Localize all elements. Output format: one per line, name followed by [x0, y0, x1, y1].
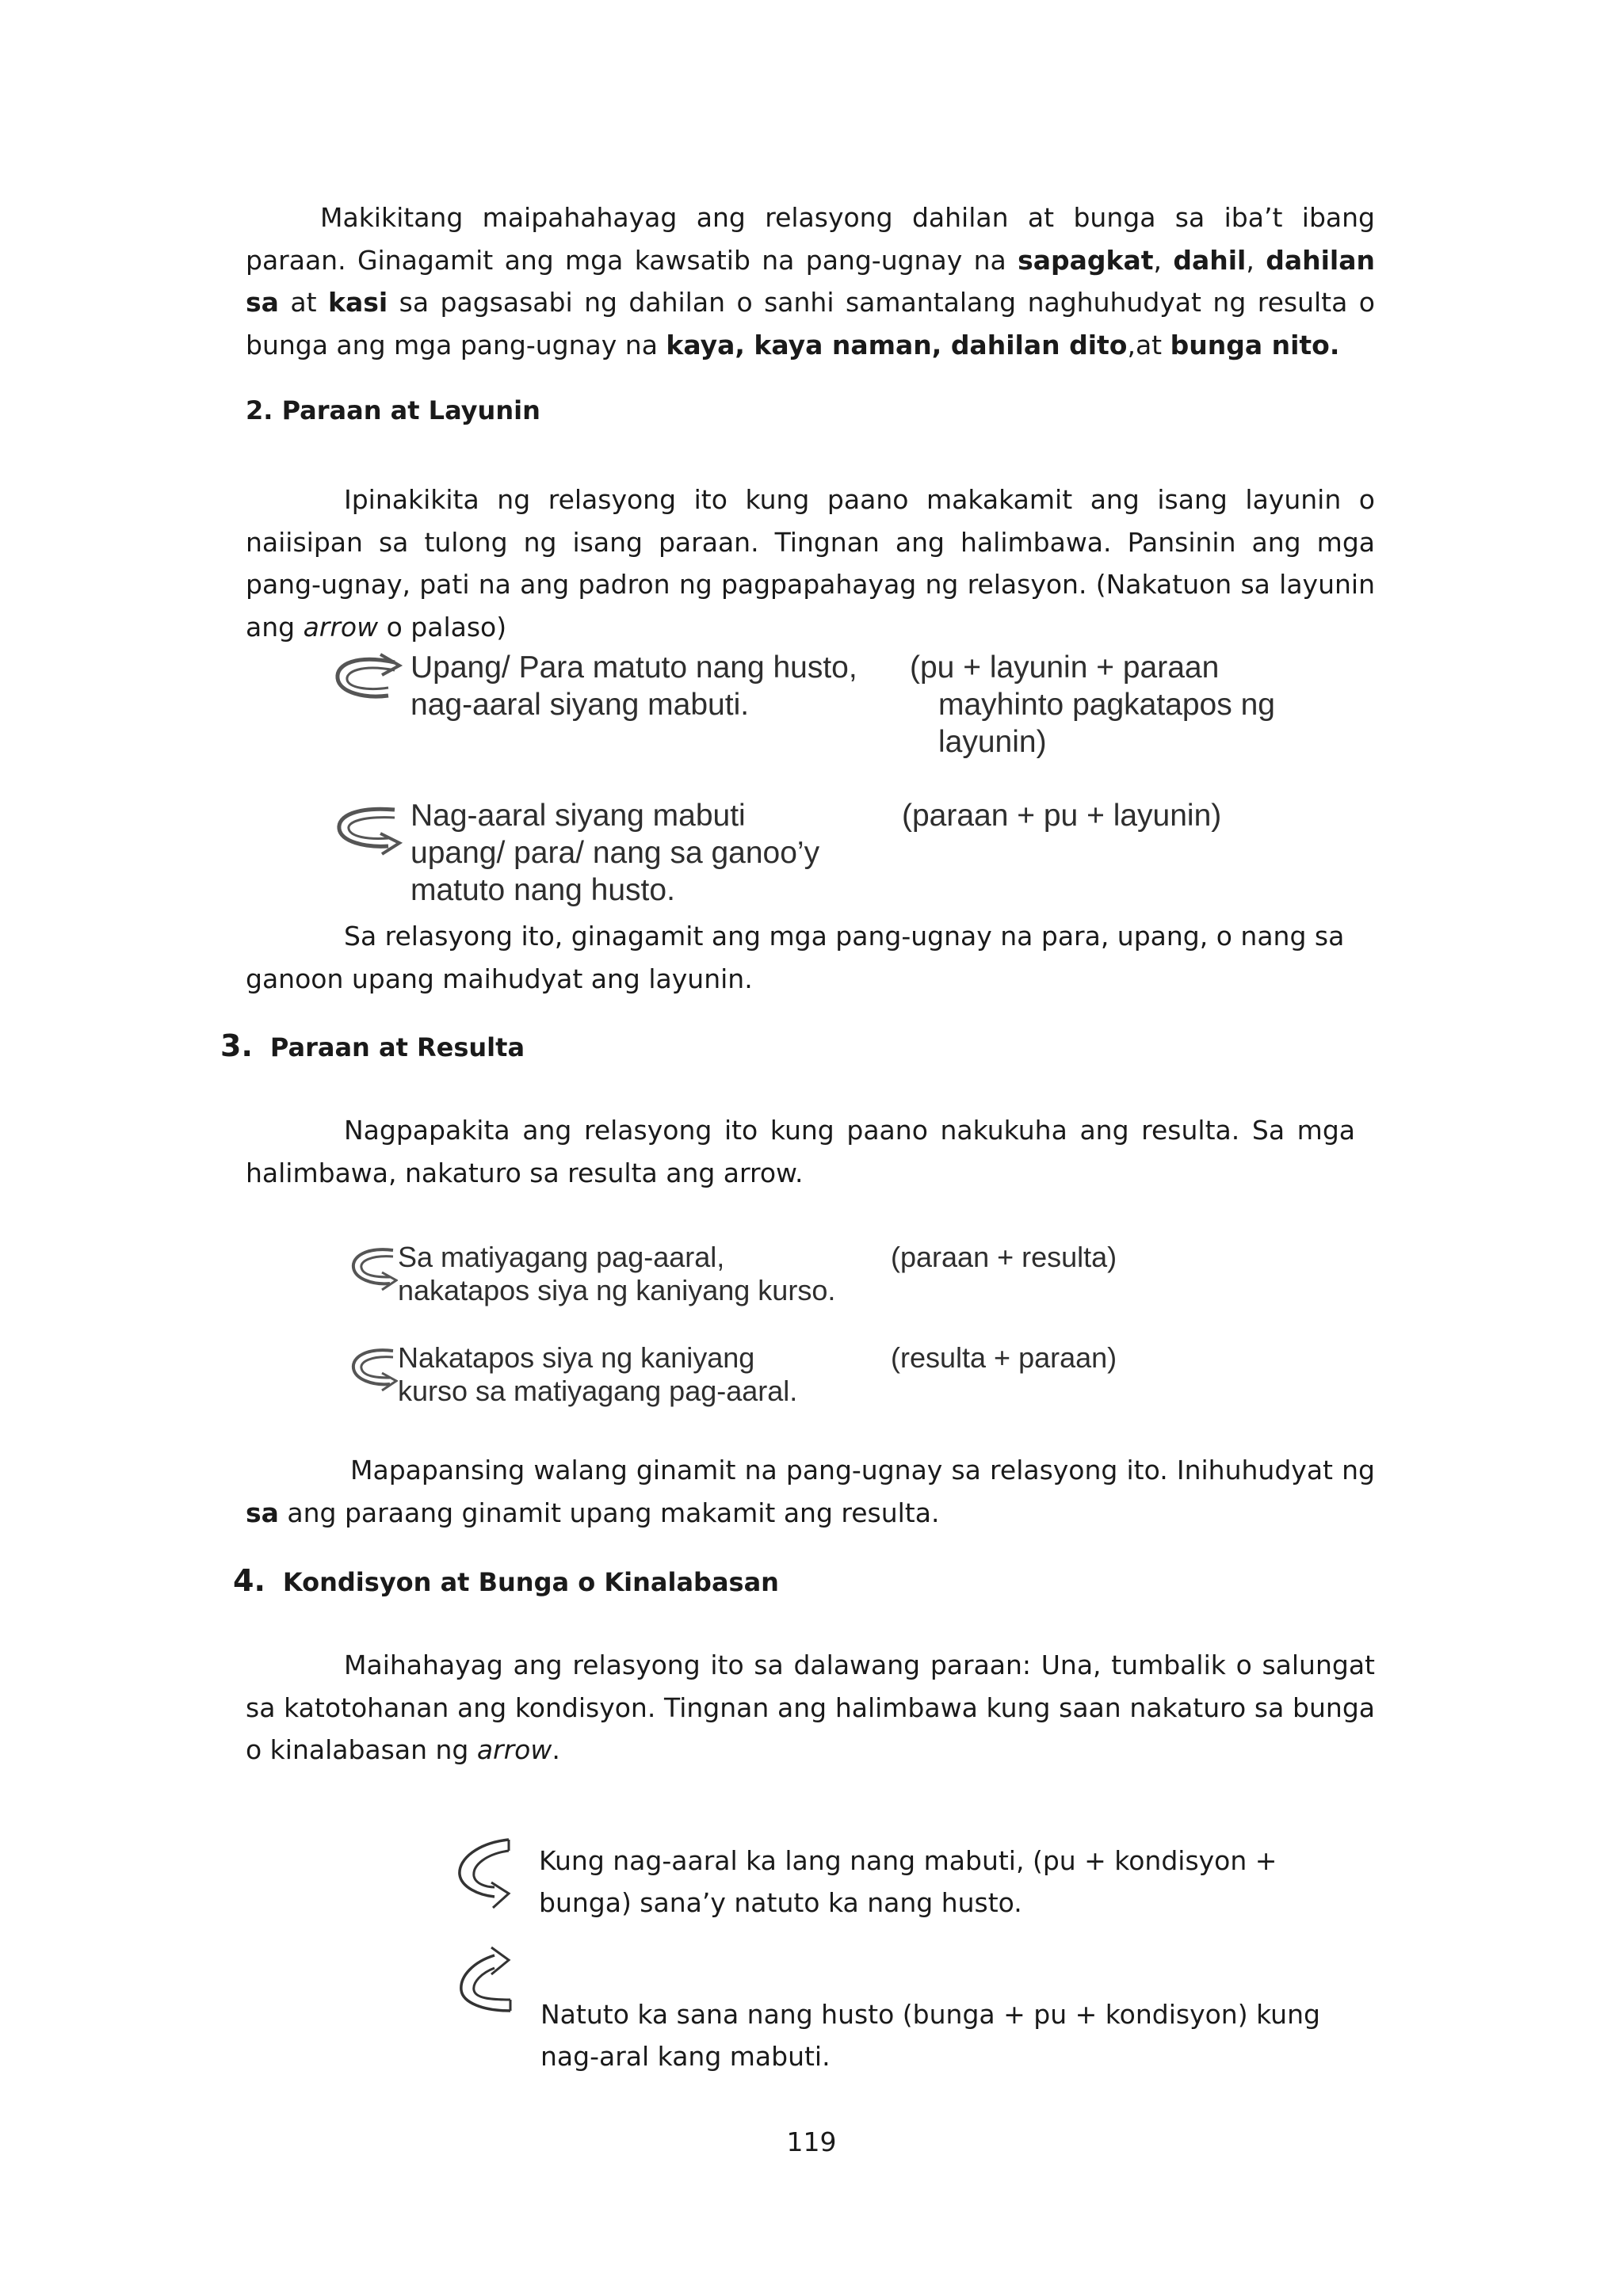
- section2-closing: Sa relasyong ito, ginagamit ang mga pang-ugnay na para, upang, o nang sa ganoon upang maihudyat ang layunin.: [246, 921, 1345, 994]
- section3-example2-sentence: Nakatapos siya ng kaniyang kurso sa matiyagang pag-aaral.: [398, 1341, 798, 1407]
- section4-example1: Kung nag-aaral ka lang nang mabuti, (pu + kondisyon + bunga) sana’y natuto ka nang husto.: [539, 1845, 1277, 1918]
- curved-arrow-icon: [349, 1343, 398, 1395]
- section3-closing: Mapapansing walang ginamit na pang-ugnay sa relasyong ito. Inihuhudyat ng sa ang paraang ginamit upang makamit ang resulta.: [246, 1455, 1375, 1528]
- section2-example1-sentence: Upang/ Para matuto nang husto, nag-aaral siyang mabuti.: [411, 650, 857, 722]
- section3-example2-pattern: (resulta + paraan): [891, 1341, 1117, 1374]
- section3-intro: Nagpapakita ang relasyong ito kung paano nakukuha ang resulta. Sa mga halimbawa, nakaturo sa resulta ang arrow.: [246, 1115, 1355, 1188]
- section4-heading: 4. Kondisyon at Bunga o Kinalabasan: [233, 1563, 779, 1598]
- section3-example1-pattern: (paraan + resulta): [891, 1241, 1117, 1273]
- curved-arrow-icon: [455, 1835, 515, 1911]
- section3-example1-sentence: Sa matiyagang pag-aaral, nakatapos siya ng kaniyang kurso.: [398, 1241, 836, 1306]
- page-number: 119: [786, 2126, 837, 2157]
- section3-heading: 3. Paraan at Resulta: [220, 1028, 525, 1063]
- section2-intro: Ipinakikita ng relasyong ito kung paano makakamit ang isang layunin o naiisipan sa tulong ng isang paraan. Tingnan ang halimbawa. Pansinin ang mga pang-ugnay, pati na ang padron ng pagpapahayag ng relasyon. (Nakatuon sa layunin ang arrow o palaso): [246, 484, 1375, 643]
- section2-example2-sentence: Nag-aaral siyang mabuti upang/ para/ nang sa ganoo’y matuto nang husto.: [411, 799, 820, 907]
- section2-example2-pattern: (paraan + pu + layunin): [902, 799, 1222, 833]
- curved-arrow-icon: [333, 648, 403, 710]
- section4-intro: Maihahayag ang relasyong ito sa dalawang paraan: Una, tumbalik o salungat sa katotohanan ang kondisyon. Tingnan ang halimbawa kung saan nakaturo sa bunga o kinalabasan ng arrow.: [246, 1650, 1375, 1765]
- curved-arrow-icon: [455, 1944, 515, 2020]
- curved-arrow-icon: [349, 1242, 398, 1295]
- curved-arrow-icon: [333, 799, 403, 860]
- section1-paragraph: Makikitang maipahahayag ang relasyong dahilan at bunga sa iba’t ibang paraan. Ginagamit ang mga kawsatib na pang-ugnay na sapagkat, dahil, dahilan sa at kasi sa pagsasabi ng dahilan o sanhi samantalang naghuhudyat ng resulta o bunga ang mga pang-ugnay na kaya, kaya naman, dahilan dito,at bunga nito.: [246, 202, 1375, 360]
- section2-example1-pattern: (pu + layunin + paraan mayhinto pagkatapos ng layunin): [910, 650, 1275, 759]
- section2-heading: 2. Paraan at Layunin: [246, 395, 540, 425]
- section4-example2: Natuto ka sana nang husto (bunga + pu + kondisyon) kung nag-aral kang mabuti.: [540, 1999, 1320, 2072]
